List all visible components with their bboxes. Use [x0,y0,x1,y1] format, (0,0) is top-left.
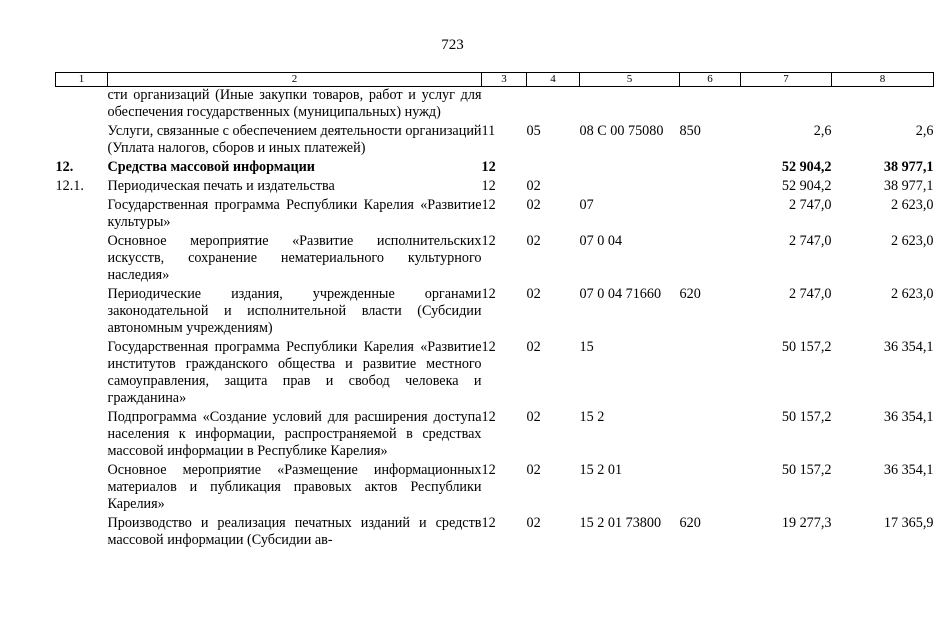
subsection-code: 02 [526,197,541,213]
amount-year-1: 2 747,0 [788,286,832,302]
amount-year-1: 52 904,2 [781,178,832,194]
section-code: 12 [481,197,496,213]
amount-year-1: 2 747,0 [788,233,832,249]
row-name: Услуги, связанные с обеспечением деятельности организаций (Уплата налогов, сборов и иных платежей) [107,123,482,156]
section-code: 12 [481,339,496,355]
row-name: Государственная программа Республики Карелия «Развитие институтов гражданского общества и развитие местного самоуправления, защита прав и свобод человека и гражданина» [107,339,482,406]
target-article-code: 07 0 04 71660 [579,286,662,302]
table-row [56,233,934,286]
amount-year-1: 50 157,2 [781,462,832,478]
amount-year-2: 36 354,1 [883,462,934,478]
row-name: Основное мероприятие «Размещение информационных материалов и публикация правовых актов Республики Карелия» [107,462,482,512]
subsection-code [527,87,580,124]
subsection-code: 02 [526,409,541,425]
expense-type-code [680,159,741,178]
row-number [56,286,108,339]
table-row [56,178,934,197]
column-number: 4 [527,73,580,87]
column-number: 2 [108,73,482,87]
amount-year-2: 2,6 [915,123,934,139]
target-article-code [580,159,680,178]
expense-type-code [680,462,741,515]
row-number [56,515,108,551]
amount-year-1: 52 904,2 [781,159,832,175]
target-article-code [580,87,680,124]
row-number [56,339,108,409]
amount-year-2: 38 977,1 [883,159,934,175]
subsection-code [527,159,580,178]
expense-type-code: 620 [679,515,701,531]
target-article-code: 15 2 01 [579,462,623,478]
row-number: 12. [55,159,74,175]
expense-type-code [680,339,741,409]
section-code: 12 [481,462,496,478]
amount-year-2: 2 623,0 [890,233,934,249]
column-number: 8 [832,73,934,87]
expense-type-code [680,409,741,462]
table-row [56,339,934,409]
row-name: Средства массовой информации [107,159,315,175]
target-article-code: 07 [579,197,594,213]
amount-year-2: 2 623,0 [890,197,934,213]
expense-type-code [680,178,741,197]
subsection-code: 02 [526,233,541,249]
row-number [56,409,108,462]
amount-year-2: 38 977,1 [883,178,934,194]
target-article-code: 08 С 00 75080 [579,123,664,139]
amount-year-1: 50 157,2 [781,409,832,425]
table-body [56,87,934,552]
target-article-code: 15 2 [579,409,605,425]
amount-year-1: 50 157,2 [781,339,832,355]
section-code: 12 [481,286,496,302]
row-name: Периодическая печать и издательства [107,178,335,194]
table-row [56,409,934,462]
subsection-code: 05 [526,123,541,139]
row-name: Подпрограмма «Создание условий для расширения доступа населения к информации, распространяемой в средствах массовой информации в Республике Карелия» [107,409,482,459]
target-article-code: 15 [579,339,594,355]
amount-year-2: 36 354,1 [883,409,934,425]
amount-year-1: 19 277,3 [781,515,832,531]
table-row [56,286,934,339]
column-number: 5 [580,73,680,87]
row-name: Производство и реализация печатных изданий и средств массовой информации (Субсидии ав- [107,515,482,548]
subsection-code: 02 [526,462,541,478]
table-row [56,123,934,159]
expense-type-code [680,233,741,286]
table-row [56,515,934,551]
subsection-code: 02 [526,178,541,194]
table-row [56,87,934,124]
row-number [56,87,108,124]
row-name: Государственная программа Республики Карелия «Развитие культуры» [107,197,482,230]
amount-year-1 [741,87,832,124]
subsection-code: 02 [526,286,541,302]
column-number: 1 [56,73,108,87]
section-code: 12 [481,515,496,531]
expense-type-code: 850 [679,123,701,139]
subsection-code: 02 [526,515,541,531]
target-article-code: 15 2 01 73800 [579,515,662,531]
target-article-code: 07 0 04 [579,233,623,249]
column-number: 7 [741,73,832,87]
table-row [56,462,934,515]
row-number: 12.1. [55,178,84,194]
column-number: 6 [680,73,741,87]
amount-year-2: 2 623,0 [890,286,934,302]
column-number-row [56,73,934,87]
amount-year-2: 17 365,9 [883,515,934,531]
expense-type-code [680,87,741,124]
amount-year-2: 36 354,1 [883,339,934,355]
budget-table [55,72,934,551]
row-number [56,462,108,515]
row-name: сти организаций (Иные закупки товаров, работ и услуг для обеспечения государственных (муниципальных) нужд) [107,87,482,120]
row-number [56,123,108,159]
section-code: 12 [481,159,496,175]
row-number [56,233,108,286]
expense-type-code: 620 [679,286,701,302]
subsection-code: 02 [526,339,541,355]
section-code: 12 [481,178,496,194]
section-code: 12 [481,409,496,425]
amount-year-1: 2 747,0 [788,197,832,213]
row-number [56,197,108,233]
table-row [56,197,934,233]
page-number: 723 [441,37,464,53]
column-number: 3 [482,73,527,87]
table-row [56,159,934,178]
section-code: 11 [481,123,496,139]
row-name: Основное мероприятие «Развитие исполнительских искусств, сохранение нематериального культурного наследия» [107,233,482,283]
section-code [482,87,527,124]
amount-year-2 [832,87,934,124]
target-article-code [580,178,680,197]
amount-year-1: 2,6 [813,123,832,139]
section-code: 12 [481,233,496,249]
expense-type-code [680,197,741,233]
row-name: Периодические издания, учрежденные органами законодательной и исполнительной власти (Субсидии автономным учреждениям) [107,286,482,336]
